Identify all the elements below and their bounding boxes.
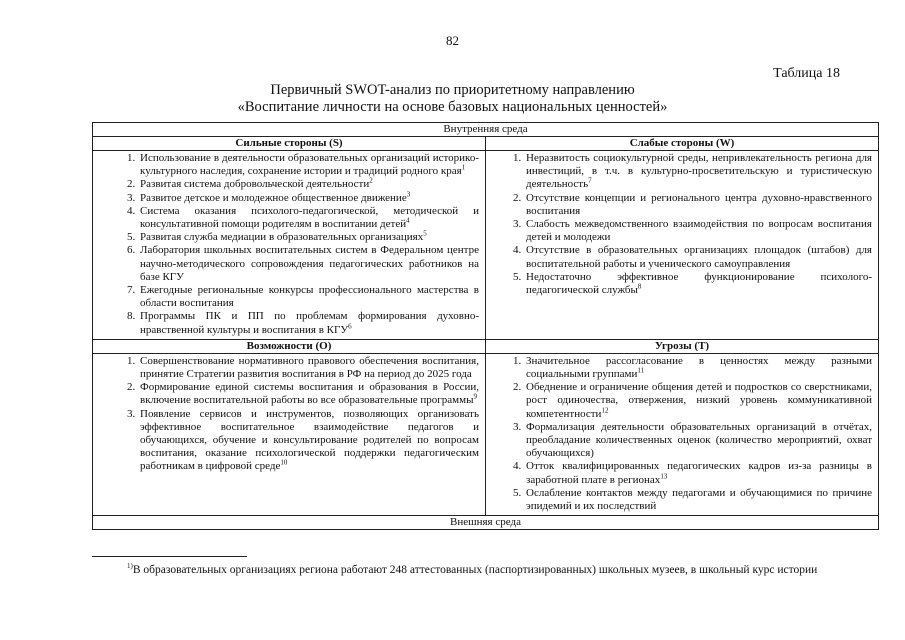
threats-item [524,487,872,513]
opportunities-item-text: Формирование единой системы воспитания и образования в России, включение воспитательной работы во все образовательные программы [140,381,479,407]
strengths-item [138,152,479,178]
strengths-item [138,205,479,231]
threats-item-text: Отток квалифицированных педагогических кадров из-за разницы в заработной плате в регионах [526,460,872,486]
weaknesses-item-text: Отсутствие концепции и регионального центра духовно-нравственного воспитания [526,191,872,217]
strengths-item-text: Система оказания психолого-педагогической, методической и консультативной помощи родителям в воспитании детей [140,204,479,231]
strengths-item-text: Использование в деятельности образовательных организаций историко-культурного наследия, сохранение истории и традиций родного края [140,152,479,178]
footnote-mark: 1) [127,562,133,571]
threats-cell [486,353,879,515]
strengths-list [93,151,485,339]
weaknesses-item-text: Недостаточно эффективное функционирование психолого-педагогической службы [526,270,872,297]
opportunities-item-text: Совершенствование нормативного правового обеспечения воспитания, принятие Стратегии развития воспитания в РФ на период до 2025 года [140,354,479,381]
threats-header: Угрозы (T) [486,339,879,353]
strengths-item-text: Ежегодные региональные конкурсы профессионального мастерства в области воспитания [140,284,479,310]
footnote-ref: 12 [601,406,609,414]
weaknesses-header: Слабые стороны (W) [486,137,879,151]
weaknesses-item-text: Слабость межведомственного взаимодействия по вопросам воспитания детей и молодежи [526,218,872,244]
strengths-item [138,189,479,205]
footnote-ref: 5 [423,229,427,238]
strengths-item [138,231,479,244]
opportunities-item [138,355,479,381]
strengths-item-text: Программы ПК и ПП по проблемам формирования духовно-нравственной культуры и воспитания в КГУ [140,310,479,336]
strengths-item [138,284,479,310]
threats-item [524,381,872,421]
threats-item [524,421,872,461]
footnote-ref: 3 [406,189,411,198]
footnote-divider [92,556,247,557]
footnote-ref: 7 [588,176,592,185]
threats-item [524,460,872,486]
weaknesses-item-text: Отсутствие в образовательных организациях площадок (штабов) для воспитательной работы и ученического самоуправления [526,244,872,270]
opportunities-header: Возможности (O) [93,339,486,353]
weaknesses-item-text: Неразвитость социокультурной среды, непривлекательность региона для инвестиций, в т.ч. в культурно-просветительскую и туристическую деятельность [526,152,872,191]
threats-item-text: Значительное рассогласование в ценностях между разными социальными группами [526,354,872,381]
footnote-ref: 4 [406,216,410,225]
threats-item-text: Ослабление контактов между педагогами и обучающимися по причине эпидемий и их последствий [526,486,872,513]
strengths-header: Сильные стороны (S) [93,137,486,151]
strengths-item [138,244,479,284]
footnote-ref: 10 [280,458,288,467]
opportunities-item-text: Появление сервисов и инструментов, позволяющих организовать эффективное воспитательное взаимодействие педагогов и обучающихся, обучение и консультирование родителей по вопросам воспитания, оказание психологической поддержки педагогическим работникам в цифровой среде [140,407,479,473]
footnote-ref: 9 [473,392,477,401]
footnote-text: В образовательных организациях региона работают 248 аттестованных (паспортизированных) школьных музеев, в школьный курс истории [132,564,818,576]
external-environment-header: Внешняя среда [93,516,879,530]
page-number: 82 [446,33,459,48]
document-title [0,82,905,116]
threats-list [486,354,878,515]
strengths-item-text: Развитое детское и молодежное общественное движение [140,191,407,204]
footnote-ref: 2 [369,176,373,185]
threats-item-text: Обеднение и ограничение общения детей и подростков со сверстниками, рост одиночества, отвержения, низкий уровень коммуникативной компетентности [526,381,872,420]
weaknesses-cell [486,151,879,340]
title-line-2: «Воспитание личности на основе базовых национальных ценностей» [237,99,668,115]
strengths-item [138,310,479,336]
footnote-ref: 8 [637,282,642,291]
weaknesses-list [486,151,878,299]
footnote [127,564,817,576]
internal-environment-header: Внутренняя среда [93,123,879,137]
table-label: Таблица 18 [773,66,840,81]
weaknesses-item [524,244,872,270]
strengths-item-text: Развитая служба медиации в образовательных организациях [140,231,424,244]
strengths-item-text: Лаборатория школьных воспитательных систем в Федеральном центре научно-методического сопровождения педагогических работников на базе КГУ [140,244,479,283]
strengths-item [138,178,479,191]
weaknesses-item [524,271,872,297]
opportunities-cell [93,353,486,515]
footnote-ref: 11 [637,366,645,375]
title-line-1: Первичный SWOT-анализ по приоритетному направлению [270,82,635,98]
footnote-ref: 13 [660,472,668,481]
opportunities-item [138,381,479,407]
opportunities-item [138,408,479,474]
swot-table [92,122,879,530]
weaknesses-item [524,192,872,218]
weaknesses-item [524,218,872,244]
threats-item-text: Формализация деятельности образовательных организаций в отчётах, преобладание количественных оценок (количество мероприятий, охват обучающихся) [526,420,872,460]
strengths-item-text: Развитая система добровольческой деятельности [140,178,370,191]
weaknesses-item [524,152,872,192]
footnote-ref: 1 [461,163,466,172]
strengths-cell [93,151,486,340]
threats-item [524,355,872,381]
opportunities-list [93,354,485,476]
footnote-ref: 6 [348,321,352,330]
